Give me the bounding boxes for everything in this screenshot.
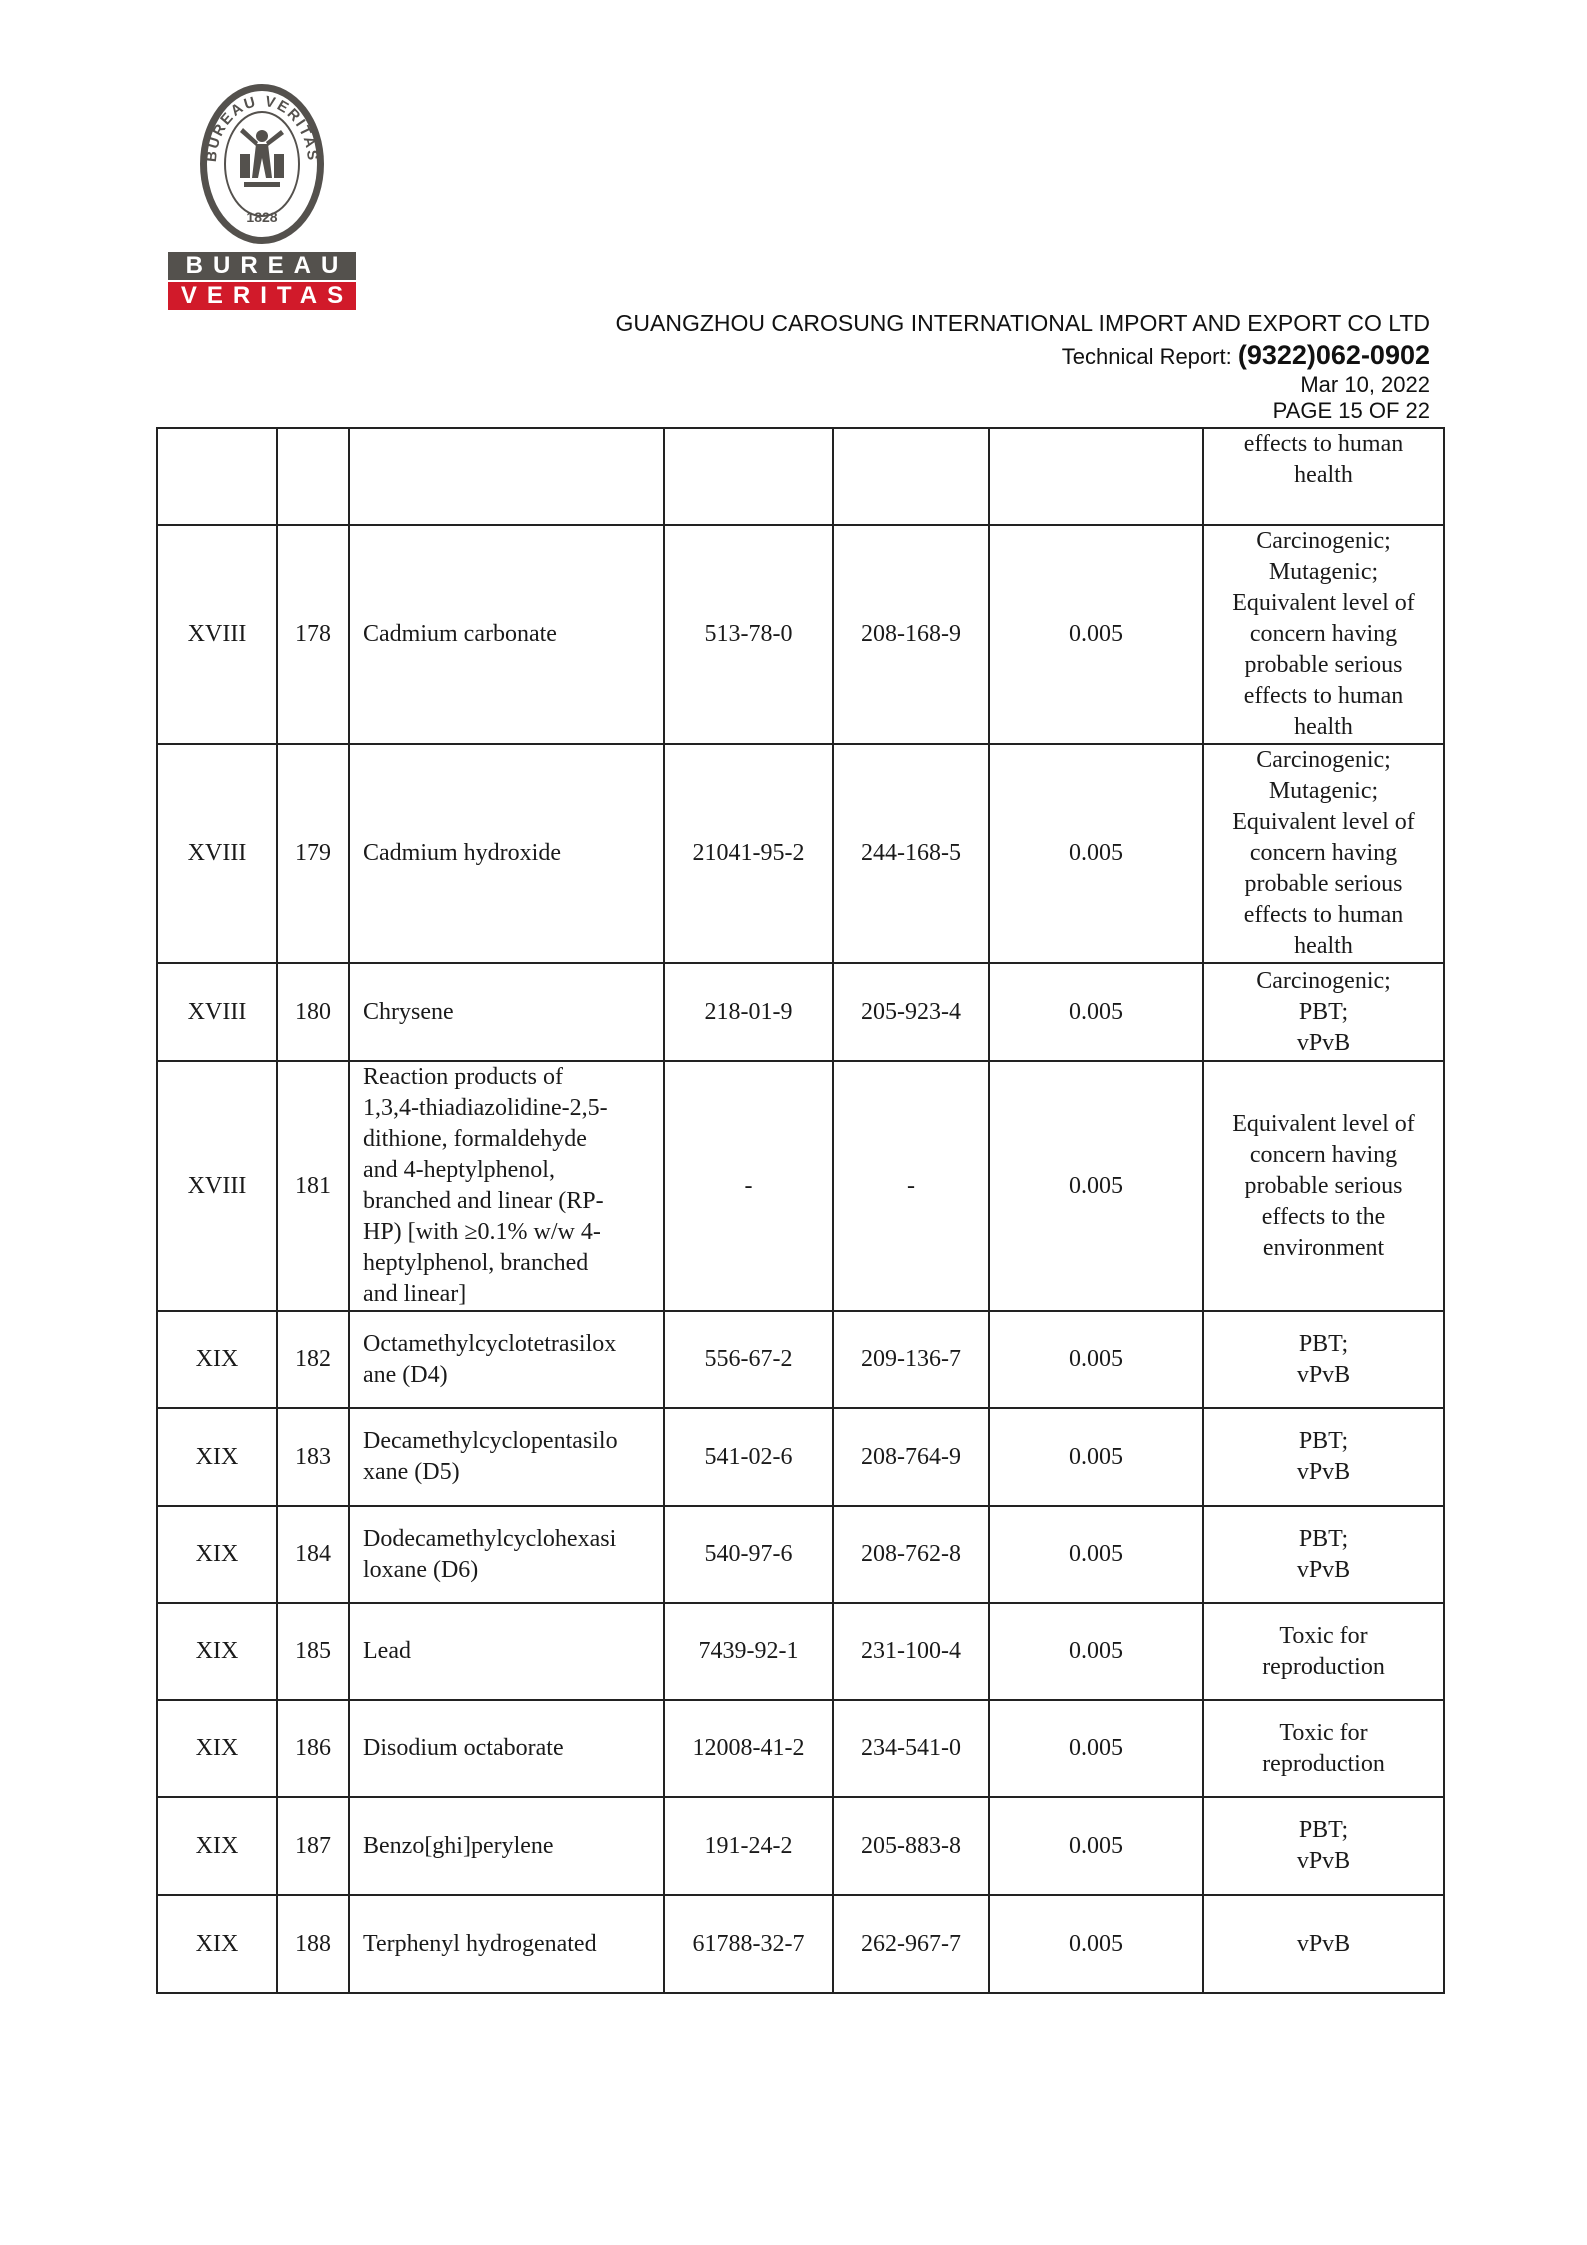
continuation-notes: effects to human health: [1243, 431, 1404, 488]
batch-cell: XIX: [157, 1311, 277, 1408]
substance-name-cell: Decamethylcyclopentasilo xane (D5): [349, 1408, 664, 1506]
limit-cell: 0.005: [989, 1061, 1203, 1311]
ec-number-cell: 205-883-8: [833, 1797, 989, 1895]
batch-cell: XVIII: [157, 963, 277, 1061]
svg-text:1828: 1828: [246, 209, 278, 225]
batch-cell: XVIII: [157, 525, 277, 744]
reason-cell: PBT; vPvB: [1203, 1506, 1444, 1603]
batch-cell: XIX: [157, 1603, 277, 1700]
cas-number-cell: 218-01-9: [664, 963, 833, 1061]
cas-number-cell: 513-78-0: [664, 525, 833, 744]
substance-name-cell: Cadmium hydroxide: [349, 744, 664, 963]
item-number-cell: 180: [277, 963, 349, 1061]
limit-cell: 0.005: [989, 1895, 1203, 1993]
table-row: [157, 744, 1444, 963]
substance-name-cell: Reaction products of 1,3,4-thiadiazolidine-2,5- dithione, formaldehyde and 4-heptylphenol, branched and linear (RP- HP) [with ≥0.1% w/w 4- heptylphenol, branched and linear]: [349, 1061, 664, 1311]
ec-number-cell: 234-541-0: [833, 1700, 989, 1797]
company-name: GUANGZHOU CAROSUNG INTERNATIONAL IMPORT AND EXPORT CO LTD: [615, 310, 1430, 336]
substance-name-cell: Lead: [349, 1603, 664, 1700]
limit-cell: 0.005: [989, 1408, 1203, 1506]
item-number-cell: 185: [277, 1603, 349, 1700]
substance-name-cell: Terphenyl hydrogenated: [349, 1895, 664, 1993]
table-row: [157, 1895, 1444, 1993]
batch-cell: XIX: [157, 1408, 277, 1506]
batch-cell: XIX: [157, 1797, 277, 1895]
cas-number-cell: 556-67-2: [664, 1311, 833, 1408]
reason-cell: Carcinogenic; Mutagenic; Equivalent level of concern having probable serious effects to human health: [1203, 525, 1444, 744]
ec-number-cell: 208-168-9: [833, 525, 989, 744]
limit-cell: 0.005: [989, 525, 1203, 744]
batch-cell: XVIII: [157, 1061, 277, 1311]
technical-report-line: [1062, 340, 1430, 371]
limit-cell: 0.005: [989, 963, 1203, 1061]
cas-number-cell: 191-24-2: [664, 1797, 833, 1895]
limit-cell: 0.005: [989, 1311, 1203, 1408]
report-date: Mar 10, 2022: [1300, 372, 1430, 397]
reason-cell: Toxic for reproduction: [1203, 1700, 1444, 1797]
substance-name-cell: Cadmium carbonate: [349, 525, 664, 744]
logo-wordmark-veritas: VERITAS: [168, 282, 356, 310]
svg-text:BUREAU VERITAS: BUREAU VERITAS: [202, 92, 322, 163]
reason-cell: Equivalent level of concern having probable serious effects to the environment: [1203, 1061, 1444, 1311]
item-number-cell: 184: [277, 1506, 349, 1603]
report-label: Technical Report:: [1061, 344, 1232, 369]
report-number: (9322)062-0902: [1237, 340, 1430, 370]
table-row: [157, 1700, 1444, 1797]
table-row: [157, 525, 1444, 744]
ec-number-cell: 231-100-4: [833, 1603, 989, 1700]
item-number-cell: 187: [277, 1797, 349, 1895]
limit-cell: 0.005: [989, 744, 1203, 963]
reason-cell: Carcinogenic; PBT; vPvB: [1203, 963, 1444, 1061]
substance-name-cell: Octamethylcyclotetrasilox ane (D4): [349, 1311, 664, 1408]
table-row: [157, 1061, 1444, 1311]
table-row: [157, 1506, 1444, 1603]
item-number-cell: 182: [277, 1311, 349, 1408]
cas-number-cell: -: [664, 1061, 833, 1311]
bureau-veritas-logo: [168, 80, 356, 310]
table-row: [157, 1408, 1444, 1506]
batch-cell: XIX: [157, 1700, 277, 1797]
substance-name-cell: Dodecamethylcyclohexasi loxane (D6): [349, 1506, 664, 1603]
limit-cell: 0.005: [989, 1603, 1203, 1700]
item-number-cell: 188: [277, 1895, 349, 1993]
cas-number-cell: 61788-32-7: [664, 1895, 833, 1993]
ec-number-cell: 205-923-4: [833, 963, 989, 1061]
item-number-cell: 181: [277, 1061, 349, 1311]
ec-number-cell: 262-967-7: [833, 1895, 989, 1993]
table-body: [157, 428, 1444, 1993]
cas-number-cell: 541-02-6: [664, 1408, 833, 1506]
cas-number-cell: 21041-95-2: [664, 744, 833, 963]
page-indicator: PAGE 15 OF 22: [1272, 398, 1430, 423]
limit-cell: 0.005: [989, 1700, 1203, 1797]
svhc-substance-table: [156, 427, 1445, 1994]
ec-number-cell: 208-764-9: [833, 1408, 989, 1506]
logo-wordmark-bureau: BUREAU: [168, 252, 356, 280]
bureau-veritas-seal-icon: [196, 80, 328, 248]
ec-number-cell: 244-168-5: [833, 744, 989, 963]
table-row: [157, 963, 1444, 1061]
cas-number-cell: 7439-92-1: [664, 1603, 833, 1700]
reason-cell: vPvB: [1203, 1895, 1444, 1993]
table-row: [157, 1603, 1444, 1700]
table-row: [157, 1311, 1444, 1408]
cas-number-cell: 540-97-6: [664, 1506, 833, 1603]
table-row: [157, 1797, 1444, 1895]
reason-cell: PBT; vPvB: [1203, 1408, 1444, 1506]
limit-cell: 0.005: [989, 1506, 1203, 1603]
continuation-row: [157, 428, 1444, 525]
ec-number-cell: -: [833, 1061, 989, 1311]
batch-cell: XVIII: [157, 744, 277, 963]
item-number-cell: 178: [277, 525, 349, 744]
batch-cell: XIX: [157, 1506, 277, 1603]
item-number-cell: 179: [277, 744, 349, 963]
ec-number-cell: 209-136-7: [833, 1311, 989, 1408]
reason-cell: PBT; vPvB: [1203, 1311, 1444, 1408]
substance-name-cell: Chrysene: [349, 963, 664, 1061]
limit-cell: 0.005: [989, 1797, 1203, 1895]
substance-name-cell: Benzo[ghi]perylene: [349, 1797, 664, 1895]
reason-cell: Carcinogenic; Mutagenic; Equivalent level of concern having probable serious effects to human health: [1203, 744, 1444, 963]
item-number-cell: 183: [277, 1408, 349, 1506]
substance-name-cell: Disodium octaborate: [349, 1700, 664, 1797]
item-number-cell: 186: [277, 1700, 349, 1797]
reason-cell: PBT; vPvB: [1203, 1797, 1444, 1895]
batch-cell: XIX: [157, 1895, 277, 1993]
cas-number-cell: 12008-41-2: [664, 1700, 833, 1797]
ec-number-cell: 208-762-8: [833, 1506, 989, 1603]
reason-cell: Toxic for reproduction: [1203, 1603, 1444, 1700]
